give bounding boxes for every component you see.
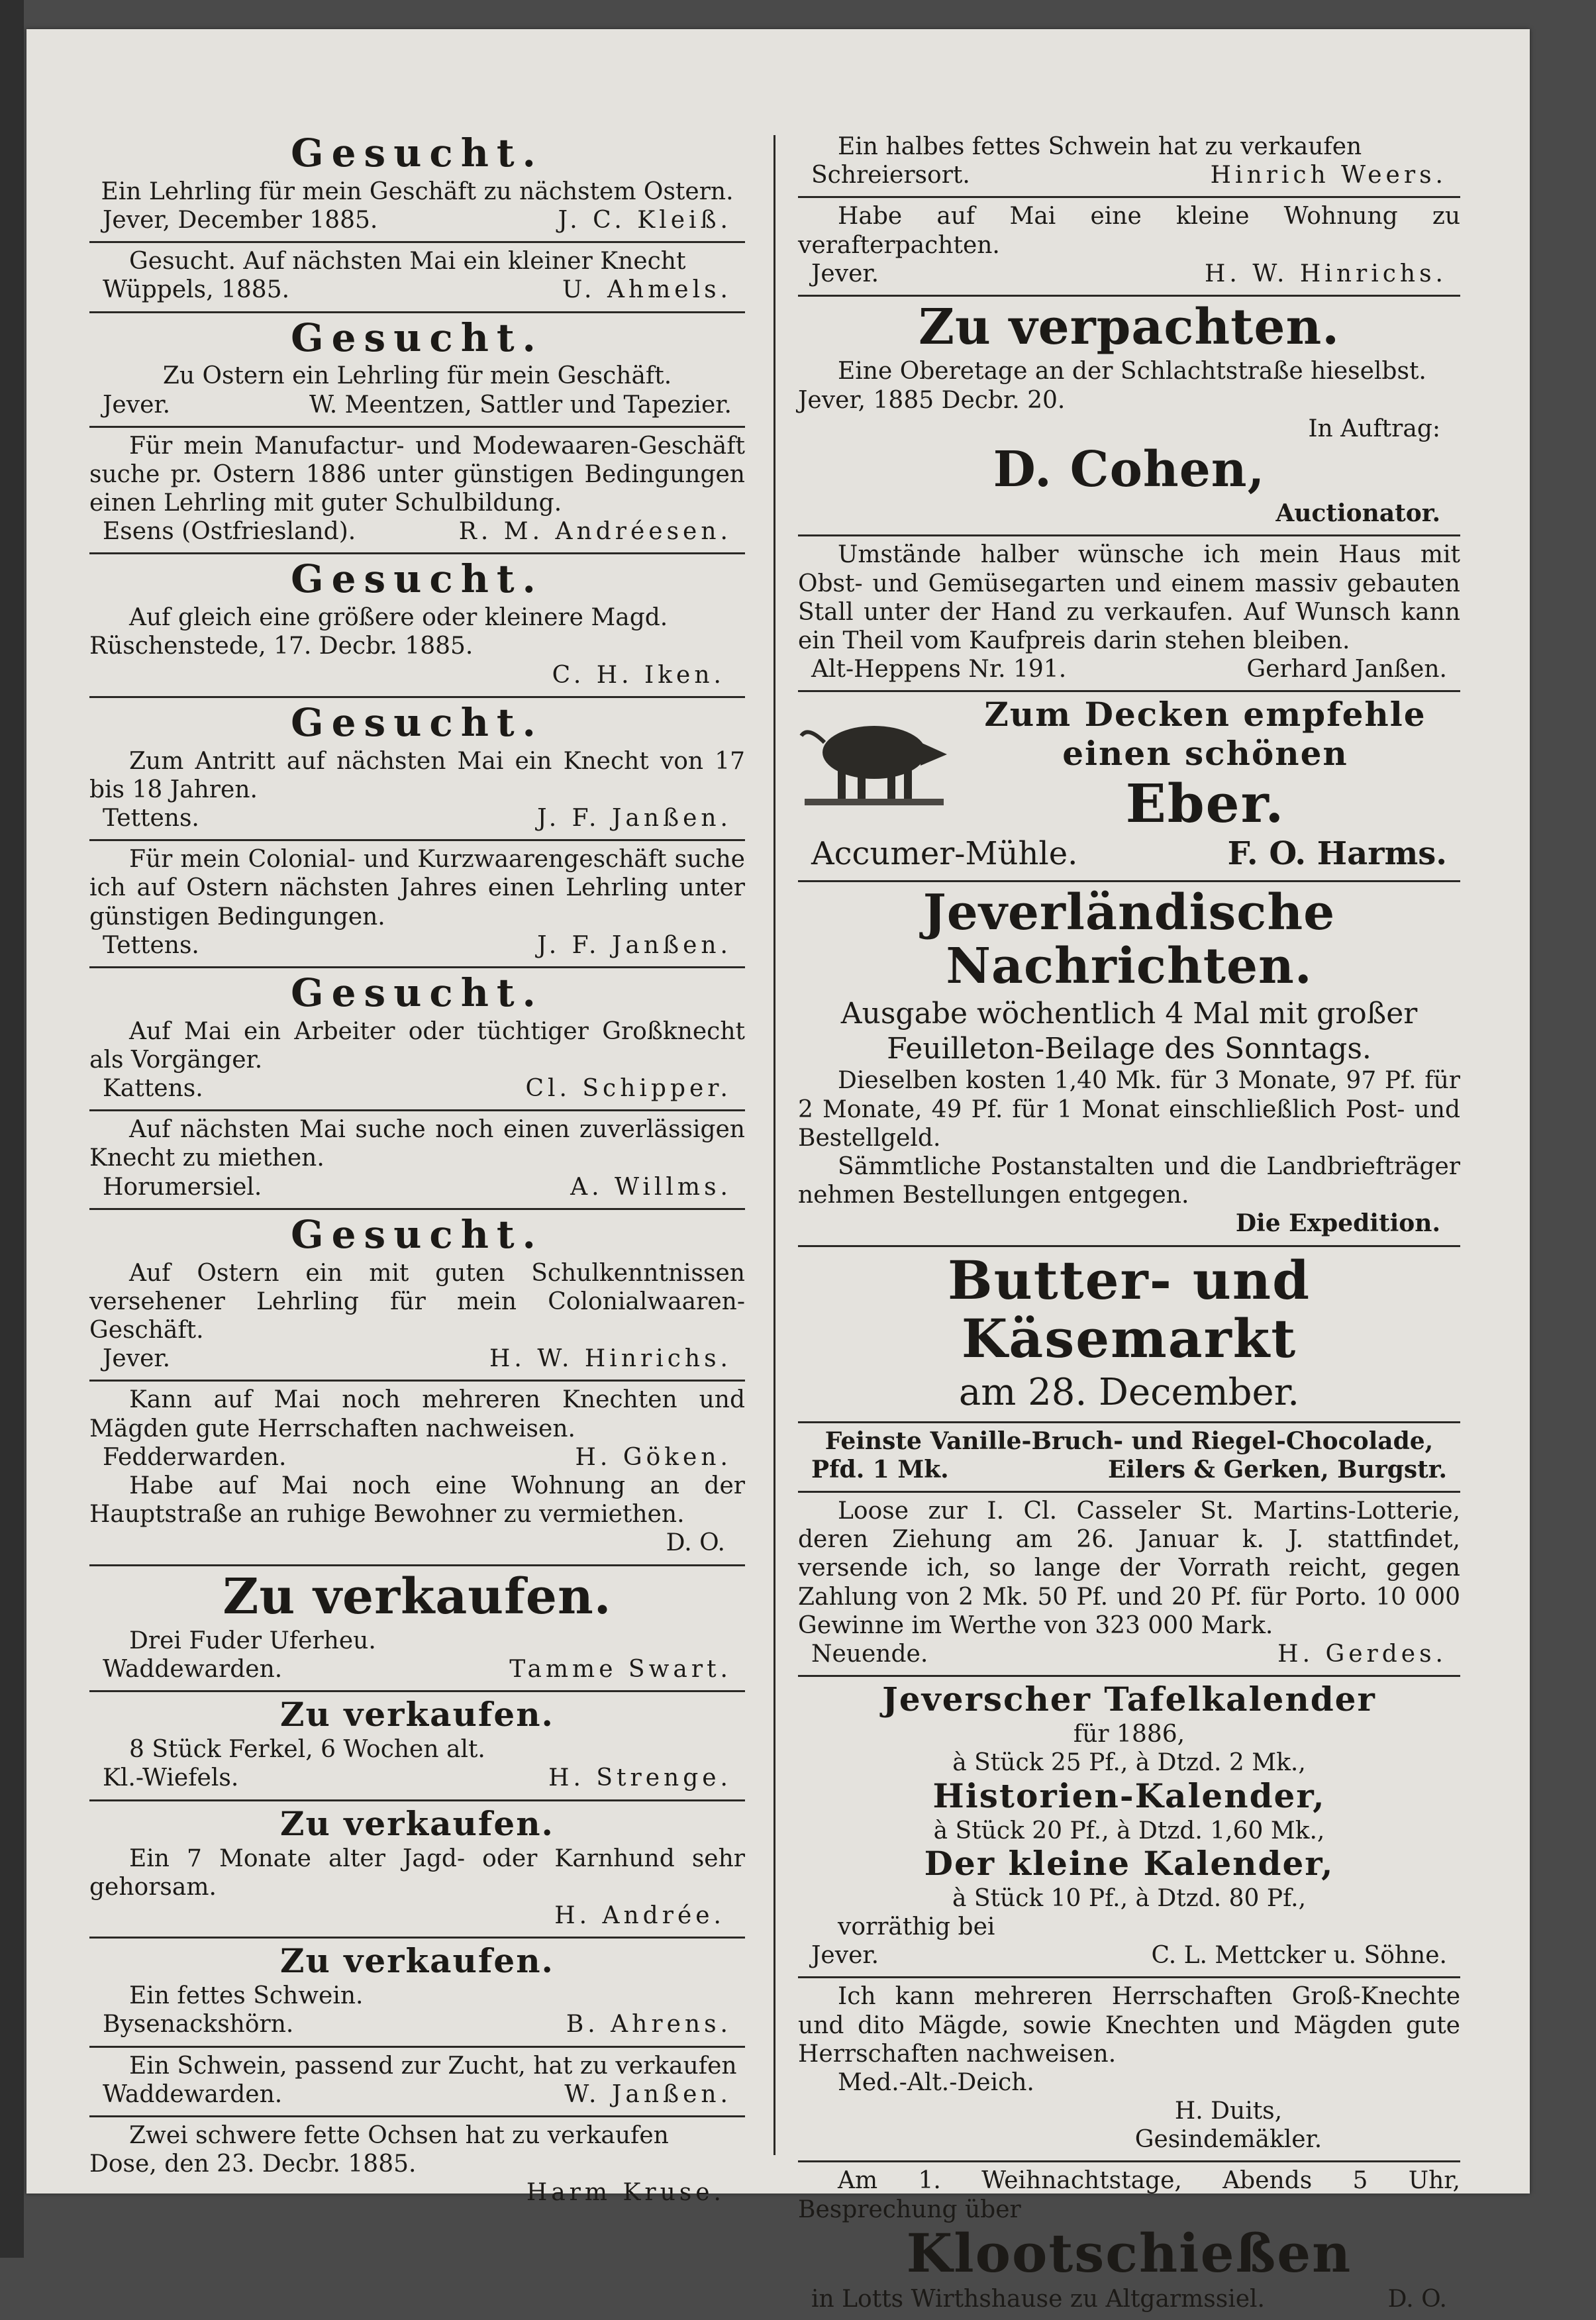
ad-text: Auf gleich eine größere oder kleinere Magd.: [129, 604, 668, 632]
classified-ad: [89, 2048, 745, 2117]
ad-signature: [89, 2010, 745, 2039]
ad-advertiser: Tamme Swart.: [509, 1656, 732, 1684]
ad-advertiser: J. C. Kleiß.: [558, 206, 732, 234]
classified-ad: [798, 692, 1460, 882]
classified-ad: [89, 1801, 745, 1939]
ad-signature: [798, 835, 1460, 874]
ad-price: Pfd. 1 Mk.: [811, 1455, 949, 1484]
ad-advertiser: J. F. Janßen.: [537, 805, 732, 832]
ad-advertiser: D. O.: [666, 1529, 725, 1557]
ad-place: Alt-Heppens Nr. 191.: [811, 656, 1067, 683]
ad-place: Waddewarden.: [103, 1656, 283, 1684]
classified-ad: [798, 198, 1460, 297]
classified-ad: [89, 428, 745, 555]
classified-ad: [798, 1493, 1460, 1677]
ad-advertiser: H. Göken.: [575, 1443, 732, 1471]
ad-text: am 28. December.: [958, 1370, 1300, 1414]
classified-ad: [798, 2162, 1460, 2320]
ad-place: Kattens.: [103, 1075, 203, 1103]
ad-advertiser: C. H. Iken.: [552, 661, 725, 689]
ad-advertiser: H. Duits,: [1174, 2097, 1283, 2125]
ad-text: Jever, 1885 Decbr. 20.: [798, 386, 1066, 414]
ad-advertiser: B. Ahrens.: [566, 2011, 732, 2039]
classified-ad: [89, 1692, 745, 1801]
ad-signature: [89, 661, 745, 689]
ad-text: Ein Lehrling für mein Geschäft zu nächstem Ostern.: [101, 177, 734, 205]
book-spine: [0, 0, 24, 2258]
ad-advertiser: A. Willms.: [570, 1173, 732, 1201]
ad-heading: Historien-Kalender,: [932, 1776, 1326, 1815]
classified-ad: [89, 2117, 745, 2214]
ad-heading: Zu verkaufen.: [280, 1803, 554, 1843]
ad-signature: [89, 1443, 745, 1472]
left-column: [89, 128, 745, 2214]
ad-heading: Gesucht.: [291, 130, 544, 176]
boar-ad-text: [950, 696, 1460, 835]
ad-heading: Gesucht.: [291, 1211, 544, 1257]
ad-place: Tettens.: [103, 805, 199, 832]
classified-ad: [89, 1939, 745, 2047]
ad-heading: Eber.: [1125, 772, 1285, 835]
ad-advertiser: Harm Kruse.: [526, 2179, 725, 2207]
ad-text: Rüschenstede, 17. Decbr. 1885.: [89, 632, 474, 660]
ad-text: Drei Fuder Uferheu.: [129, 1627, 376, 1654]
ad-text: Med.-Alt.-Deich.: [838, 2068, 1034, 2096]
ad-advertiser: Cl. Schipper.: [525, 1075, 732, 1103]
ad-text: Habe auf Mai eine kleine Wohnung zu verafterpachten.: [798, 203, 1460, 259]
ad-heading: Zu verkaufen.: [280, 1695, 554, 1735]
ad-text: Zu Ostern ein Lehrling für mein Geschäft.: [162, 362, 672, 390]
ad-text: Loose zur I. Cl. Casseler St. Martins-Lotterie, deren Ziehung am 26. Januar k. J. stattfindet, versende ich, so lange der Vorrath reicht, gegen Zahlung von 2 Mk. 50 Pf. und 20 Pf. für Porto. 10 000 Gewinne im Werthe von 323 000 Mark.: [798, 1497, 1460, 1639]
ad-signature: [89, 517, 745, 546]
ad-advertiser: F. O. Harms.: [1227, 835, 1447, 873]
ad-text: Am 1. Weihnachtstage, Abends 5 Uhr, Besprechung über: [798, 2167, 1460, 2223]
ad-text: Für mein Colonial- und Kurzwaarengeschäft suche ich auf Ostern nächsten Jahres einen Lehrling unter günstigen Bedingungen.: [89, 846, 745, 931]
ad-signature: [798, 260, 1460, 288]
ad-signature: [798, 1941, 1460, 1970]
ad-signature: [89, 1901, 745, 1930]
ad-text: Feinste Vanille-Bruch- und Riegel-Chocolade,: [824, 1427, 1434, 1455]
ad-text: Ein Schwein, passend zur Zucht, hat zu verkaufen: [129, 2052, 737, 2080]
ad-signature: [89, 276, 745, 304]
ad-signature: [798, 2285, 1460, 2313]
boar-icon: [798, 696, 950, 809]
ad-text: Für mein Manufactur- und Modewaaren-Geschäft suche pr. Ostern 1886 unter günstigen Bedingungen einen Lehrling mit guter Schulbildung.: [89, 432, 745, 517]
ad-place: Esens (Ostfriesland).: [103, 518, 356, 546]
ad-advertiser: U. Ahmels.: [562, 276, 732, 304]
ad-text: Zum Decken empfehle: [984, 695, 1426, 734]
ad-signature: [89, 1655, 745, 1684]
classified-ad: [798, 1978, 1460, 2162]
column-divider: [773, 135, 775, 2155]
ad-text: für 1886,: [1073, 1721, 1185, 1748]
ad-signature: [798, 1640, 1460, 1668]
ad-advertiser: C. L. Mettcker u. Söhne.: [1151, 1942, 1447, 1970]
ad-text: Gesucht. Auf nächsten Mai ein kleiner Knecht: [129, 248, 686, 276]
ad-place: Bysenackshörn.: [103, 2011, 294, 2039]
ad-signature: [89, 1173, 745, 1201]
ad-place: Neuende.: [811, 1640, 928, 1668]
ad-heading: Butter- und Käsemarkt: [947, 1248, 1311, 1370]
right-column: [798, 128, 1460, 2320]
classified-ad: [798, 536, 1460, 692]
ad-advertiser: W. Meentzen, Sattler und Tapezier.: [309, 391, 732, 419]
ad-heading: Gesucht.: [291, 970, 544, 1015]
ad-heading: Jeverscher Tafelkalender: [882, 1680, 1376, 1719]
ad-text: Auf Ostern ein mit guten Schulkenntnissen versehener Lehrling für mein Colonialwaaren-Geschäft.: [89, 1259, 745, 1344]
ad-advertiser: H. W. Hinrichs.: [1205, 260, 1447, 287]
ad-place: Accumer-Mühle.: [811, 835, 1078, 873]
ad-text: 8 Stück Ferkel, 6 Wochen alt.: [129, 1736, 485, 1764]
ad-text: Auf Mai ein Arbeiter oder tüchtiger Großknecht als Vorgänger.: [89, 1017, 745, 1074]
ad-heading: Gesucht.: [291, 315, 544, 360]
ad-advertiser: Die Expedition.: [1235, 1209, 1440, 1238]
ad-advertiser: J. F. Janßen.: [537, 931, 732, 959]
ad-place: Kl.-Wiefels.: [103, 1764, 239, 1792]
ad-text: Kann auf Mai noch mehreren Knechten und Mägden gute Herrschaften nachweisen.: [89, 1386, 745, 1442]
ad-place: Fedderwarden.: [103, 1443, 287, 1471]
ad-heading: Klootschießen: [906, 2221, 1352, 2284]
classified-ad: [89, 243, 745, 313]
ad-text: Eine Oberetage an der Schlachtstraße hieselbst.: [838, 358, 1426, 385]
boar-ad-row: [798, 696, 1460, 835]
ad-text: Zum Antritt auf nächsten Mai ein Knecht von 17 bis 18 Jahren.: [89, 747, 745, 803]
classified-ad: [798, 1677, 1460, 1978]
ad-signature: [89, 2178, 745, 2207]
ad-signature: [89, 1074, 745, 1103]
classified-ad: [89, 313, 745, 428]
ad-role: Auctionator.: [1275, 499, 1440, 528]
newspaper-page: [26, 29, 1530, 2313]
ad-text: Ein halbes fettes Schwein hat zu verkaufen: [838, 133, 1362, 160]
ad-text: Feuilleton-Beilage des Sonntags.: [887, 1031, 1372, 1066]
ad-advertiser: H. Strenge.: [548, 1764, 732, 1792]
ad-place: Schreiersort.: [811, 162, 970, 189]
classified-ad: [89, 1382, 745, 1566]
ad-heading: Jeverländische Nachrichten.: [923, 884, 1336, 995]
ad-advertiser: D. O.: [1387, 2285, 1447, 2313]
ad-heading: Gesucht.: [291, 556, 544, 602]
classified-ad: [798, 128, 1460, 198]
classified-ad: [798, 1247, 1460, 1423]
ad-signature: [89, 1344, 745, 1373]
ad-signature: [89, 2080, 745, 2109]
ad-advertiser: H. W. Hinrichs.: [489, 1345, 732, 1373]
ad-signature: [89, 206, 745, 234]
ad-signature: [798, 1456, 1460, 1484]
classified-ad: [89, 1111, 745, 1210]
ad-text: Ich kann mehreren Herrschaften Groß-Knechte und dito Mägde, sowie Knechten und Mägden gute Herrschaften nachweisen.: [798, 1983, 1460, 2068]
ad-text: Auf nächsten Mai suche noch einen zuverlässigen Knecht zu miethen.: [89, 1116, 745, 1172]
ad-advertiser: R. M. Andréesen.: [458, 518, 732, 546]
ad-heading: Der kleine Kalender,: [924, 1843, 1334, 1883]
ad-text: à Stück 10 Pf., à Dtzd. 80 Pf.,: [952, 1884, 1307, 1912]
ad-text: Ein 7 Monate alter Jagd- oder Karnhund sehr gehorsam.: [89, 1844, 745, 1901]
ad-text: Umstände halber wünsche ich mein Haus mit Obst- und Gemüsegarten und einem massiv gebauten Stall unter der Hand zu verkaufen. Auf Wunsch kann ein Theil vom Kaufpreis darin stehen bleiben.: [798, 541, 1460, 655]
classified-ad: [89, 1210, 745, 1382]
ad-text: In Auftrag:: [1308, 415, 1440, 442]
ad-signature: [89, 1764, 745, 1792]
ad-advertiser: W. Janßen.: [564, 2080, 732, 2108]
ad-place: Jever.: [103, 1345, 171, 1373]
ad-advertiser: Eilers & Gerken, Burgstr.: [1107, 1455, 1447, 1484]
ad-heading: Zu verpachten.: [918, 298, 1340, 356]
ad-text: Habe auf Mai noch eine Wohnung an der Hauptstraße an ruhige Bewohner zu vermiethen.: [89, 1472, 745, 1529]
ad-place: Jever, December 1885.: [103, 206, 378, 234]
classified-ad: [89, 698, 745, 841]
classified-ad: [798, 882, 1460, 1247]
classified-ad: [89, 1566, 745, 1693]
ad-place: Horumersiel.: [103, 1173, 262, 1201]
ad-signature: [798, 161, 1460, 189]
ad-heading: Gesucht.: [291, 699, 544, 745]
ad-role: Gesindemäkler.: [1134, 2126, 1322, 2154]
ad-place: Jever.: [811, 260, 879, 287]
ad-text: Sämmtliche Postanstalten und die Landbriefträger nehmen Bestellungen entgegen.: [798, 1152, 1460, 1209]
ad-text: Dieselben kosten 1,40 Mk. für 3 Monate, 97 Pf. für 2 Monate, 49 Pf. für 1 Monat einschließlich Post- und Bestellgeld.: [798, 1067, 1460, 1152]
classified-ad: [89, 841, 745, 968]
ad-signature: [89, 931, 745, 960]
ad-advertiser: Gerhard Janßen.: [1246, 656, 1447, 683]
classified-ad: [89, 968, 745, 1111]
ad-text: Ausgabe wöchentlich 4 Mal mit großer: [840, 996, 1418, 1031]
ad-place: Jever.: [103, 391, 171, 419]
ad-signature: [89, 391, 745, 419]
ad-place: Wüppels, 1885.: [103, 276, 290, 304]
ad-place: Jever.: [811, 1942, 879, 1970]
ad-text: Ein fettes Schwein.: [129, 1982, 364, 2010]
ad-place: Waddewarden.: [103, 2080, 283, 2108]
ad-text: à Stück 25 Pf., à Dtzd. 2 Mk.,: [952, 1749, 1306, 1777]
ad-text: vorräthig bei: [838, 1913, 995, 1941]
classified-ad: [798, 1423, 1460, 1493]
classified-ad: [89, 554, 745, 697]
ad-place: Tettens.: [103, 931, 199, 959]
ad-text: à Stück 20 Pf., à Dtzd. 1,60 Mk.,: [933, 1817, 1325, 1844]
ad-text: Zwei schwere fette Ochsen hat zu verkaufen: [129, 2121, 669, 2149]
ad-heading: Zu verkaufen.: [223, 1568, 612, 1625]
ad-advertiser: H. Gerdes.: [1277, 1640, 1447, 1668]
classified-ad: [798, 297, 1460, 537]
ad-text: Dose, den 23. Decbr. 1885.: [89, 2150, 417, 2178]
ad-heading: Zu verkaufen.: [280, 1941, 554, 1981]
ad-place: in Lotts Wirthshause zu Altgarmssiel.: [811, 2285, 1266, 2313]
ad-text: einen schönen: [1062, 734, 1348, 774]
ad-advertiser: Hinrich Weers.: [1210, 162, 1447, 189]
ad-advertiser: H. Andrée.: [554, 1902, 725, 1930]
ad-advertiser: D. Cohen,: [993, 440, 1266, 498]
classified-ad: [89, 128, 745, 243]
ad-signature: [798, 655, 1460, 683]
ad-signature: [89, 804, 745, 832]
